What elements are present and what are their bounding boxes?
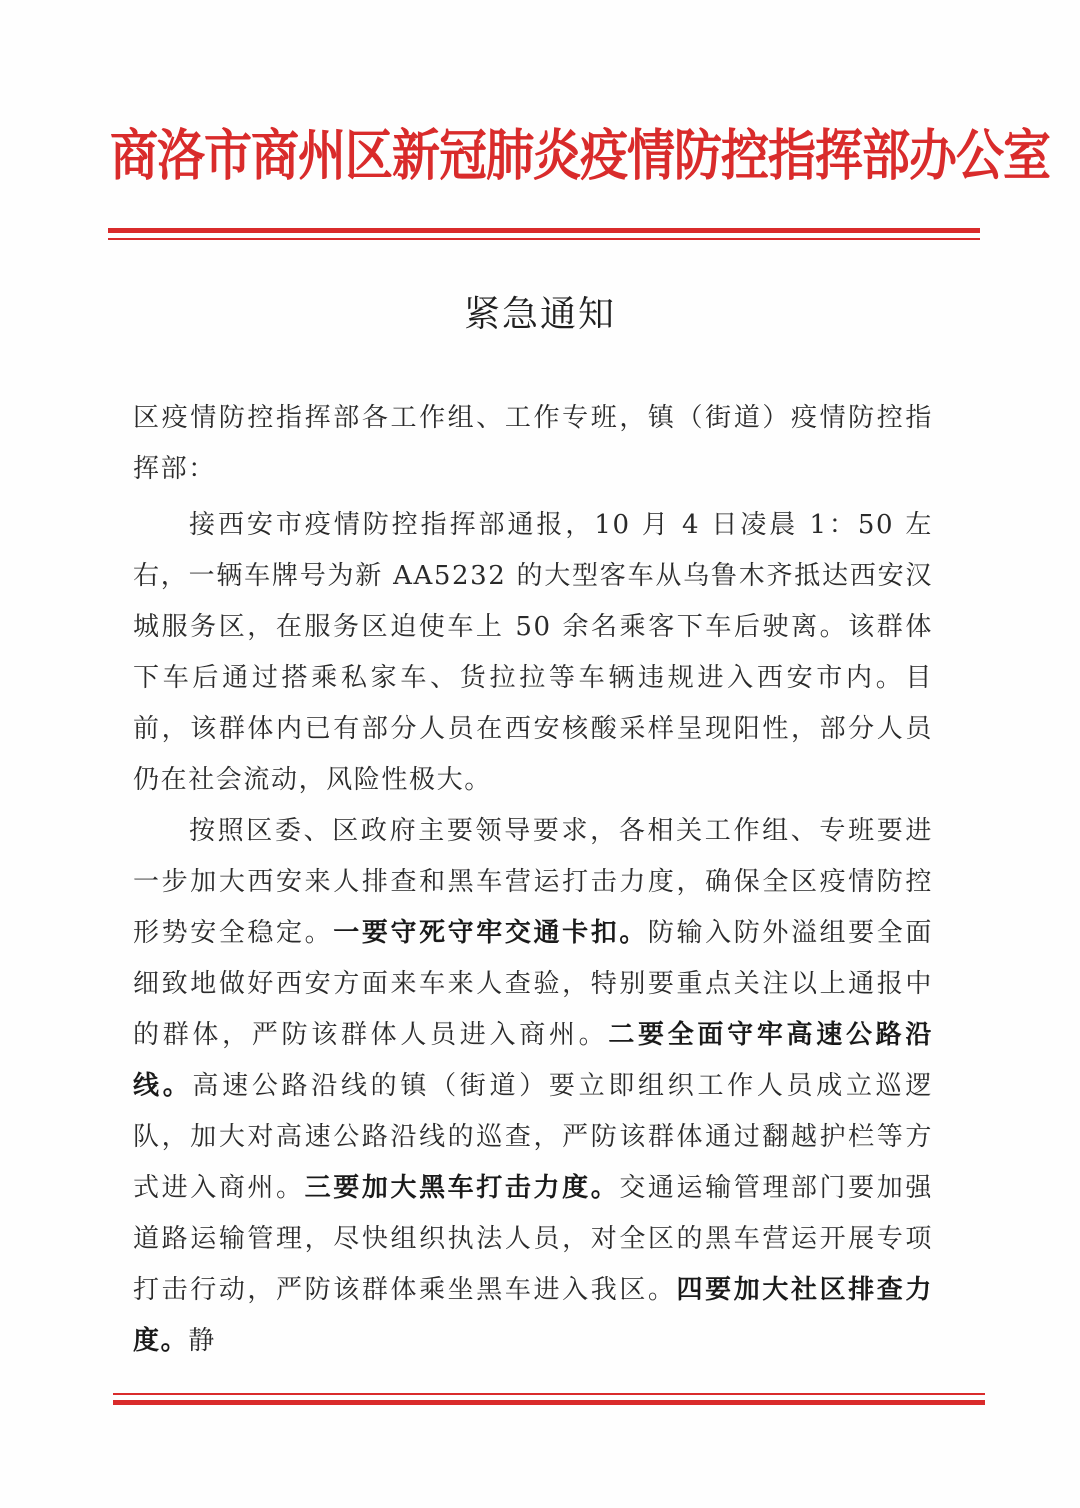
paragraph-2 (133, 806, 933, 1367)
point-2-text: 高速公路沿线的镇（街道）要立即组织工作人员成立巡逻队，加大对高速公路沿线的巡查，严防该群体通过翻越护栏等方式进入商州。 (133, 1071, 933, 1203)
point-1-heading: 一要守死守牢交通卡扣。 (333, 918, 648, 948)
document-title: 紧急通知 (463, 294, 616, 335)
paragraph-1: 接西安市疫情防控指挥部通报，10 月 4 日凌晨 1：50 左右，一辆车牌号为新 AA5232 的大型客车从乌鲁木齐抵达西安汉城服务区，在服务区迫使车上 50 余名乘客下车后驶离。该群体下车后通过搭乘私家车、货拉拉等车辆违规进入西安市内。目前，该群体内已有部分人员在西安核酸采样呈现阳性，部分人员仍在社会流动，风险性极大。 (133, 510, 933, 795)
point-3-heading: 三要加大黑车打击力度。 (304, 1173, 620, 1203)
document-body (133, 393, 933, 1367)
addressee: 区疫情防控指挥部各工作组、工作专班，镇（街道）疫情防控指挥部： (133, 403, 933, 484)
paragraph-2-intro: 按照区委、区政府主要领导要求，各相关工作组、专班要进一步加大西安来人排查和黑车营运打击力度，确保全区疫情防控形势安全稳定。 (133, 816, 933, 948)
point-2-heading: 二要全面守牢高速公路沿线。 (133, 1020, 933, 1101)
point-4-text: 静 (188, 1326, 216, 1356)
point-1-text: 防输入防外溢组要全面细致地做好西安方面来车来人查验，特别要重点关注以上通报中的群体，严防该群体人员进入商州。 (133, 918, 933, 1050)
org-masthead: 商洛市商州区新冠肺炎疫情防控指挥部办公室 (110, 123, 1051, 189)
point-3-text: 交通运输管理部门要加强道路运输管理，尽快组织执法人员，对全区的黑车营运开展专项打击行动，严防该群体乘坐黑车进入我区。 (133, 1173, 933, 1305)
point-4-heading: 四要加大社区排查力度。 (133, 1275, 934, 1356)
footer-rule-thin (113, 1393, 985, 1395)
header-rule-thick (108, 228, 980, 233)
footer-rule-thick (113, 1400, 985, 1405)
header-rule-thin (108, 238, 980, 240)
